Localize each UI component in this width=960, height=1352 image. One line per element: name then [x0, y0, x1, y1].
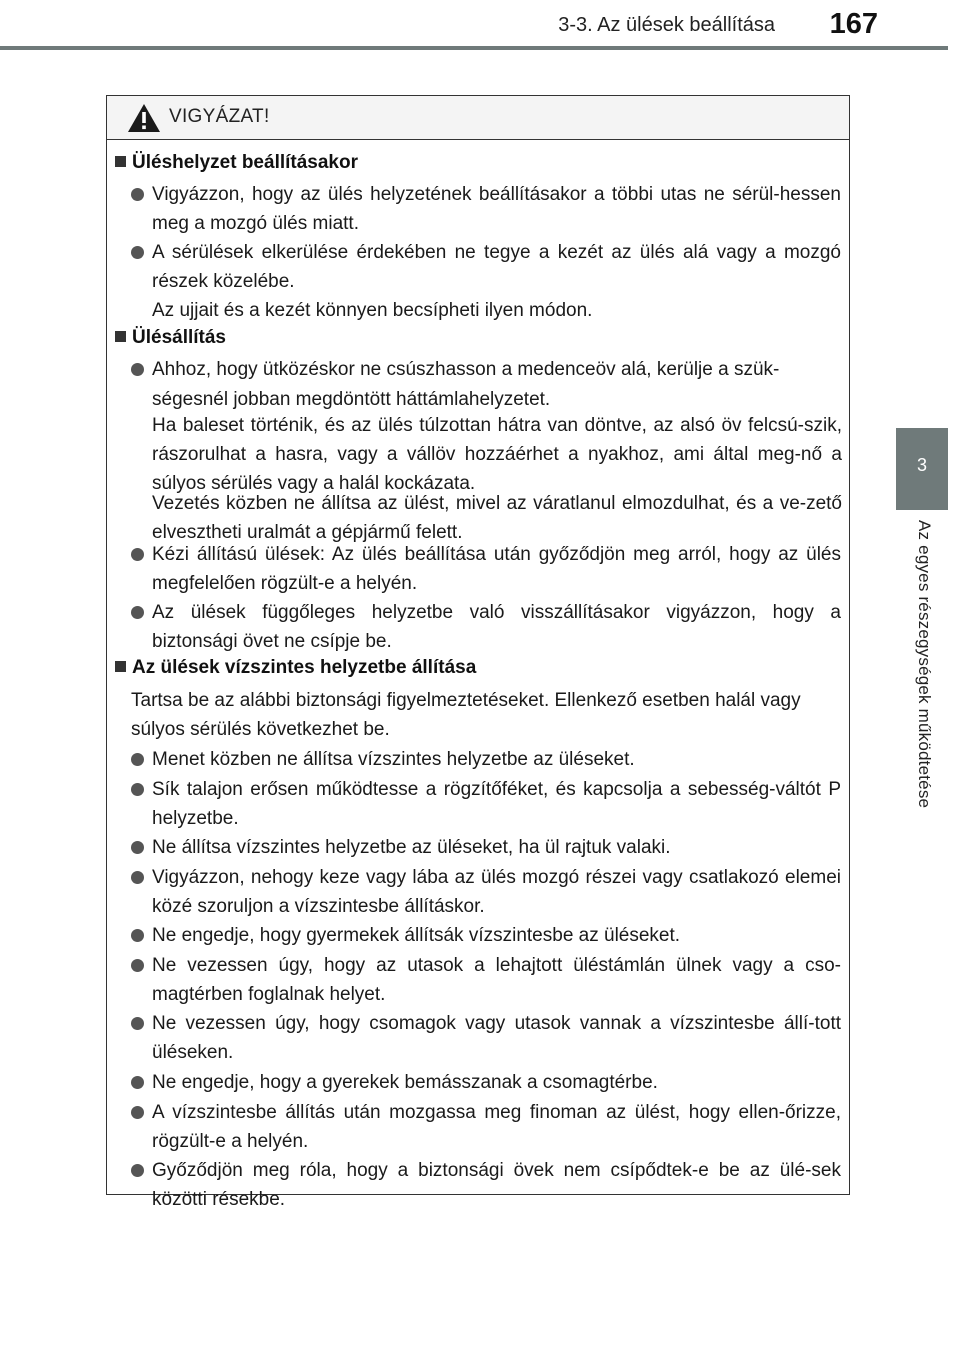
- list-item: Vigyázzon, nehogy keze vagy lába az ülés mozgó részei vagy csatlakozó elemei közé szoruljon a vízszintesbe állításkor.: [131, 863, 841, 921]
- section-heading: Az ülések vízszintes helyzetbe állítása: [115, 657, 476, 679]
- chapter-tab: [896, 428, 948, 510]
- section-heading: Ülésállítás: [115, 327, 226, 349]
- list-item: Győződjön meg róla, hogy a biztonsági övek nem csípődtek-e be az ülé-sek közötti résekbe.: [131, 1156, 841, 1214]
- list-item: A sérülések elkerülése érdekében ne tegye a kezét az ülés alá vagy a mozgó részek közelébe.: [131, 238, 841, 296]
- chapter-title: Az egyes részegységek működtetése: [915, 520, 934, 809]
- list-item: Ne engedje, hogy gyermekek állítsák vízszintesbe az üléseket.: [131, 921, 841, 950]
- list-item: Ne engedje, hogy a gyerekek bemásszanak a csomagtérbe.: [131, 1068, 841, 1097]
- list-item: Sík talajon erősen működtesse a rögzítőféket, és kapcsolja a sebesség-váltót P helyzetbe.: [131, 775, 841, 833]
- section-intro: Tartsa be az alábbi biztonsági figyelmeztetéseket. Ellenkező esetben halál vagy súlyos sérülés következhet be.: [131, 690, 801, 740]
- warning-triangle-icon: [127, 103, 161, 133]
- list-item: A vízszintesbe állítás után mozgassa meg finoman az ülést, hogy ellen-őrizze, rögzült-e a helyén.: [131, 1098, 841, 1156]
- warning-body: [107, 141, 849, 1210]
- warning-title: VIGYÁZAT!: [169, 106, 270, 127]
- warning-box: [106, 95, 850, 1210]
- list-item: Az ülések függőleges helyzetbe való visszállításakor vigyázzon, hogy a biztonsági övet ne csípje be.: [131, 598, 841, 656]
- section-title: 3-3. Az ülések beállítása: [558, 14, 775, 36]
- list-item-continuation: Vezetés közben ne állítsa az ülést, mivel az váratlanul elmozdulhat, és a ve-zető elvesztheti uralmát a gépjármű felett.: [152, 493, 842, 543]
- list-item: Ne vezessen úgy, hogy csomagok vagy utasok vannak a vízszintesbe állí-tott üléseken.: [131, 1009, 841, 1067]
- list-item: Ne vezessen úgy, hogy az utasok a lehajtott üléstámlán ülnek vagy a cso-magtérben foglalnak helyet.: [131, 951, 841, 1009]
- page-number: 167: [829, 8, 878, 40]
- list-item: Menet közben ne állítsa vízszintes helyzetbe az üléseket.: [131, 745, 841, 774]
- list-item: Kézi állítású ülések: Az ülés beállítása után győződjön meg arról, hogy az ülés megfelelően rögzült-e a helyén.: [131, 540, 841, 598]
- section-heading: Üléshelyzet beállításakor: [115, 152, 358, 174]
- warning-header: [107, 96, 849, 140]
- list-item-continuation: ségesnél jobban megdöntött háttámlahelyzetet.: [152, 389, 551, 410]
- chapter-number: 3: [916, 455, 927, 475]
- list-item: Vigyázzon, hogy az ülés helyzetének beállításakor a többi utas ne sérül-hessen meg a mozgó ülés miatt.: [131, 180, 841, 238]
- list-item-continuation: Ha baleset történik, és az ülés túlzottan hátra van döntve, az alsó öv felcsú-szik, rászorulhat a hasra, vagy a vállöv hozzáérhet a nyakhoz, ami által meg-nő a súlyos sérülés vagy a halál kockázata.: [152, 415, 842, 494]
- header-rule: [0, 46, 948, 50]
- list-item: Ahhoz, hogy ütközéskor ne csúszhasson a medenceöv alá, kerülje a szük-: [131, 355, 841, 384]
- list-item: Ne állítsa vízszintes helyzetbe az üléseket, ha ül rajtuk valaki.: [131, 833, 841, 862]
- list-item-continuation: Az ujjait és a kezét könnyen becsípheti ilyen módon.: [152, 300, 593, 321]
